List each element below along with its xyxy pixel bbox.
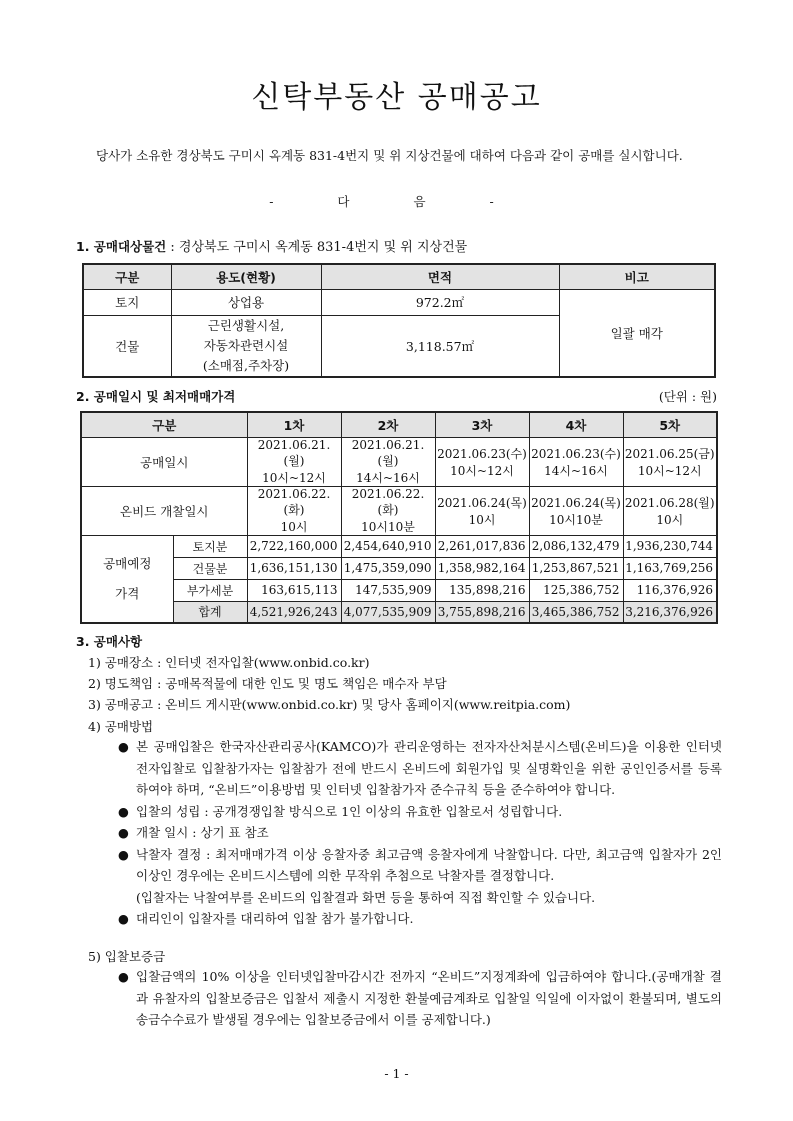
- property-table: [82, 263, 716, 378]
- auction-terms-list: [88, 652, 728, 737]
- price-cell: 125,386,752: [529, 579, 623, 601]
- term-notice: 3) 공매공고 : 온비드 게시판(www.onbid.co.kr) 및 당사 홈페이지(www.reitpia.com): [88, 697, 571, 713]
- open-date: 2021.06.22.(화): [351, 486, 425, 517]
- building-type: 건물: [83, 315, 171, 377]
- section-1-text: : 경상북도 구미시 옥계동 831-4번지 및 위 지상건물: [166, 240, 468, 255]
- price-cell: 1,253,867,521: [529, 557, 623, 579]
- open-time: 10시10분: [549, 512, 603, 527]
- deposit-bullet: [118, 966, 722, 1031]
- method-bullet-text: 개찰 일시 : 상기 표 참조: [136, 825, 269, 840]
- method-note: [118, 887, 722, 909]
- deposit-bullet-text: 입찰금액의 10% 이상을 인터넷입찰마감시간 전까지 “온비드”지정계좌에 입금하여야 합니다.(공매개찰 결과 유찰자의 입찰보증금은 입찰서 제출시 지정한 환불예금계좌로 입찰일 익일에 이자없이 환불되며, 별도의 송금수수료가 발생될 경우에는 입찰보증금에서 이를 공제합니다.): [136, 969, 722, 1027]
- land-area: 972.2㎡: [321, 289, 559, 315]
- bullet-icon: ●: [118, 969, 129, 984]
- round-header: 2차: [341, 412, 435, 437]
- bullet-icon: ●: [118, 825, 129, 840]
- header-note: 비고: [559, 264, 715, 289]
- method-bullet-text: 낙찰자 결정 : 최저매매가격 이상 응찰자중 최고금액 응찰자에게 낙찰합니다. 다만, 최고금액 입찰자가 2인 이상인 경우에는 온비드시스템에 의한 무작위 추첨으로 낙찰자를 결정합니다.: [136, 846, 722, 883]
- bulk-sale-note: 일괄 매각: [559, 289, 715, 377]
- open-datetime-cell: [623, 486, 717, 535]
- sale-time: 14시~16시: [544, 463, 608, 478]
- bullet-icon: ●: [118, 846, 129, 862]
- sale-date: 2021.06.25(금): [624, 446, 715, 461]
- bullet-icon: ●: [118, 739, 129, 754]
- method-note-text: (입찰자는 낙찰여부를 온비드의 입찰결과 화면 등을 통하여 직접 확인할 수 있습니다.: [136, 889, 596, 905]
- deposit-section: [88, 946, 728, 967]
- building-area: 3,118.57㎡: [321, 315, 559, 377]
- dagum-divider: - 다 음 -: [269, 194, 524, 209]
- open-date: 2021.06.28(월): [624, 495, 715, 510]
- method-bullet: [118, 908, 722, 930]
- price-cell: 116,376,926: [623, 579, 717, 601]
- price-row-label: 부가세분: [173, 579, 247, 601]
- building-use-line: 근린생활시설,: [207, 317, 285, 333]
- sale-date: 2021.06.21.(월): [257, 437, 331, 468]
- building-use-line: 자동차관련시설: [203, 337, 289, 353]
- land-use: 상업용: [171, 289, 321, 315]
- price-cell: 2,086,132,479: [529, 535, 623, 557]
- method-bullet: [118, 844, 722, 887]
- price-cell: 163,615,113: [247, 579, 341, 601]
- sale-time: 10시~12시: [262, 470, 326, 485]
- section-3-heading: 3. 공매사항: [76, 634, 143, 649]
- method-bullets: [118, 736, 722, 930]
- section-3: [76, 632, 142, 650]
- price-cell: 135,898,216: [435, 579, 529, 601]
- building-use: [171, 315, 321, 377]
- price-cell: 1,475,359,090: [341, 557, 435, 579]
- page-number: - 1 -: [384, 1066, 409, 1081]
- schedule-price-table: [80, 411, 718, 624]
- sale-datetime-cell: [623, 437, 717, 486]
- price-cell: 1,936,230,744: [623, 535, 717, 557]
- price-cell: 1,636,151,130: [247, 557, 341, 579]
- price-total-cell: 3,216,376,926: [623, 601, 717, 623]
- round-header: 3차: [435, 412, 529, 437]
- price-cell: 2,454,640,910: [341, 535, 435, 557]
- price-total-cell: 4,521,926,243: [247, 601, 341, 623]
- unit-label: (단위 : 원): [658, 389, 717, 404]
- open-date: 2021.06.24(목): [531, 495, 621, 510]
- open-datetime-cell: [247, 486, 341, 535]
- price-cell: 1,358,982,164: [435, 557, 529, 579]
- price-cell: 1,163,769,256: [623, 557, 717, 579]
- sale-date: 2021.06.23(수): [531, 446, 621, 461]
- price-total-cell: 4,077,535,909: [341, 601, 435, 623]
- term-location: 1) 공매장소 : 인터넷 전자입찰(www.onbid.co.kr): [88, 655, 370, 670]
- open-time: 10시10분: [361, 519, 415, 534]
- price-row-label: 토지분: [173, 535, 247, 557]
- header-type: 구분: [83, 264, 171, 289]
- sale-datetime-cell: [529, 437, 623, 486]
- method-bullet-text: 본 공매입찰은 한국자산관리공사(KAMCO)가 관리운영하는 전자자산처분시스템(온비드)을 이용한 인터넷 전자입찰로 입찰참가자는 입찰참가 전에 반드시 온비드에 회원가입 및 실명확인을 위한 공인인증서를 등록하여야 하며, “온비드”이용방법 및 인터넷 입찰참가자 준수규칙 등을 준수하여야 합니다.: [136, 739, 722, 797]
- header-use: 용도(현황): [171, 264, 321, 289]
- sale-datetime-cell: [435, 437, 529, 486]
- open-time: 10시: [280, 519, 308, 534]
- sale-datetime-cell: [341, 437, 435, 486]
- price-group-label-line: 가격: [115, 585, 140, 601]
- method-bullet: [118, 822, 722, 844]
- intro-paragraph: 당사가 소유한 경상북도 구미시 옥계동 831-4번지 및 위 지상건물에 대하여 다음과 같이 공매를 실시합니다.: [96, 148, 683, 163]
- sale-date: 2021.06.23(수): [437, 446, 527, 461]
- land-type: 토지: [83, 289, 171, 315]
- open-date: 2021.06.22.(화): [257, 486, 331, 517]
- deposit-heading: 5) 입찰보증금: [88, 949, 166, 964]
- section-2: [76, 387, 235, 405]
- price-group-label: [81, 535, 173, 623]
- deposit-bullets: [118, 966, 722, 1031]
- price-total-label: 합계: [173, 601, 247, 623]
- method-bullet: [118, 801, 722, 823]
- open-datetime-cell: [341, 486, 435, 535]
- header-area: 면적: [321, 264, 559, 289]
- price-cell: 2,261,017,836: [435, 535, 529, 557]
- method-bullet-text: 대리인이 입찰자를 대리하여 입찰 참가 불가합니다.: [136, 911, 414, 926]
- open-datetime-cell: [435, 486, 529, 535]
- method-bullet: [118, 736, 722, 801]
- round-header: 1차: [247, 412, 341, 437]
- header-label: 구분: [81, 412, 247, 437]
- round-header: 5차: [623, 412, 717, 437]
- building-use-line: (소매점,주차장): [202, 357, 290, 373]
- price-row-label: 건물분: [173, 557, 247, 579]
- sale-time: 10시~12시: [450, 463, 514, 478]
- sale-datetime-cell: [247, 437, 341, 486]
- method-bullet-text: 입찰의 성립 : 공개경쟁입찰 방식으로 1인 이상의 유효한 입찰로서 성립합니다.: [136, 803, 563, 819]
- section-1: [76, 236, 467, 255]
- price-total-cell: 3,465,386,752: [529, 601, 623, 623]
- section-2-heading: 2. 공매일시 및 최저매매가격: [76, 389, 236, 404]
- sale-time: 10시~12시: [637, 463, 702, 478]
- price-group-label-line: 공매예정: [103, 555, 152, 571]
- sale-time: 14시~16시: [356, 470, 420, 485]
- page-title: 신탁부동산 공매공고: [251, 80, 542, 115]
- term-method: 4) 공매방법: [88, 718, 154, 734]
- open-date: 2021.06.24(목): [437, 495, 527, 510]
- sale-date: 2021.06.21.(월): [351, 437, 425, 468]
- open-datetime-cell: [529, 486, 623, 535]
- open-time: 10시: [468, 512, 496, 527]
- section-1-heading: 1. 공매대상물건: [76, 239, 167, 254]
- bullet-icon: ●: [118, 911, 129, 926]
- onbid-open-label: 온비드 개찰일시: [81, 486, 247, 535]
- sale-datetime-label: 공매일시: [81, 437, 247, 486]
- term-eviction: 2) 명도책임 : 공매목적물에 대한 인도 및 명도 책임은 매수자 부담: [88, 676, 447, 692]
- open-time: 10시: [656, 512, 684, 527]
- price-cell: 2,722,160,000: [247, 535, 341, 557]
- price-total-cell: 3,755,898,216: [435, 601, 529, 623]
- bullet-icon: ●: [118, 803, 129, 819]
- round-header: 4차: [529, 412, 623, 437]
- price-cell: 147,535,909: [341, 579, 435, 601]
